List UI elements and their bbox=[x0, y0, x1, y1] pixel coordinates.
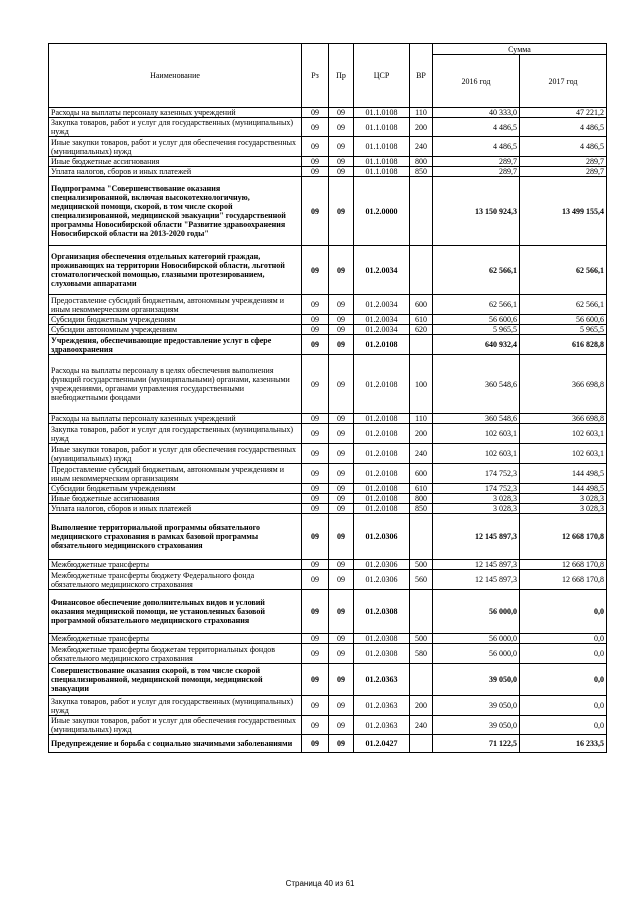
row-value-2017: 102 603,1 bbox=[520, 424, 607, 444]
row-name: Иные закупки товаров, работ и услуг для обеспечения государственных (муниципальных) нужд bbox=[49, 137, 302, 157]
row-rz: 09 bbox=[302, 355, 329, 414]
row-value-2017: 0,0 bbox=[520, 590, 607, 634]
table-row bbox=[49, 108, 607, 118]
row-rz: 09 bbox=[302, 325, 329, 335]
row-csr: 01.2.0108 bbox=[354, 504, 410, 514]
row-rz: 09 bbox=[302, 246, 329, 295]
row-rz: 09 bbox=[302, 108, 329, 118]
row-name: Совершенствование оказания скорой, в том числе скорой специализированной, медицинской помощи, медицинской эвакуации bbox=[49, 664, 302, 696]
row-value-2016: 360 548,6 bbox=[433, 414, 520, 424]
table-row bbox=[49, 494, 607, 504]
row-csr: 01.2.0034 bbox=[354, 315, 410, 325]
row-value-2016: 289,7 bbox=[433, 157, 520, 167]
row-rz: 09 bbox=[302, 157, 329, 167]
row-rz: 09 bbox=[302, 716, 329, 735]
row-value-2017: 144 498,5 bbox=[520, 464, 607, 484]
row-value-2017: 3 028,3 bbox=[520, 494, 607, 504]
row-pr: 09 bbox=[329, 494, 354, 504]
row-name: Закупка товаров, работ и услуг для государственных (муниципальных) нужд bbox=[49, 118, 302, 137]
table-row bbox=[49, 424, 607, 444]
row-rz: 09 bbox=[302, 118, 329, 137]
row-csr: 01.2.0108 bbox=[354, 444, 410, 464]
row-vr: 500 bbox=[410, 560, 433, 570]
row-value-2017: 62 566,1 bbox=[520, 295, 607, 315]
row-vr: 850 bbox=[410, 167, 433, 177]
row-rz: 09 bbox=[302, 514, 329, 560]
table-row bbox=[49, 484, 607, 494]
row-vr bbox=[410, 177, 433, 246]
row-pr: 09 bbox=[329, 424, 354, 444]
row-rz: 09 bbox=[302, 560, 329, 570]
row-pr: 09 bbox=[329, 325, 354, 335]
row-value-2017: 102 603,1 bbox=[520, 444, 607, 464]
row-value-2016: 39 050,0 bbox=[433, 716, 520, 735]
row-value-2017: 16 233,5 bbox=[520, 735, 607, 753]
row-pr: 09 bbox=[329, 295, 354, 315]
table-row bbox=[49, 664, 607, 696]
row-value-2017: 0,0 bbox=[520, 664, 607, 696]
row-name: Расходы на выплаты персоналу казенных учреждений bbox=[49, 414, 302, 424]
row-name: Субсидии бюджетным учреждениям bbox=[49, 315, 302, 325]
row-value-2016: 3 028,3 bbox=[433, 494, 520, 504]
row-pr: 09 bbox=[329, 514, 354, 560]
header-year-2016: 2016 год bbox=[433, 55, 520, 108]
row-value-2017: 616 828,8 bbox=[520, 335, 607, 355]
row-csr: 01.2.0306 bbox=[354, 514, 410, 560]
row-value-2016: 12 145 897,3 bbox=[433, 560, 520, 570]
row-value-2016: 102 603,1 bbox=[433, 444, 520, 464]
header-vr: ВР bbox=[410, 44, 433, 108]
table-row bbox=[49, 570, 607, 590]
row-vr: 850 bbox=[410, 504, 433, 514]
row-value-2017: 289,7 bbox=[520, 157, 607, 167]
table-header bbox=[49, 44, 607, 108]
row-value-2017: 56 600,6 bbox=[520, 315, 607, 325]
row-pr: 09 bbox=[329, 167, 354, 177]
header-sum: Сумма bbox=[433, 44, 607, 55]
row-value-2017: 0,0 bbox=[520, 644, 607, 664]
row-csr: 01.2.0034 bbox=[354, 325, 410, 335]
row-value-2017: 289,7 bbox=[520, 167, 607, 177]
row-value-2017: 4 486,5 bbox=[520, 137, 607, 157]
table-row bbox=[49, 504, 607, 514]
table-row bbox=[49, 444, 607, 464]
row-name: Организация обеспечения отдельных категорий граждан, проживающих на территории Новосибирской области, льготной стоматологической помощью, глазными протезированием, слуховыми аппаратами bbox=[49, 246, 302, 295]
row-vr: 580 bbox=[410, 644, 433, 664]
row-value-2017: 3 028,3 bbox=[520, 504, 607, 514]
row-name: Уплата налогов, сборов и иных платежей bbox=[49, 167, 302, 177]
row-vr: 200 bbox=[410, 424, 433, 444]
row-rz: 09 bbox=[302, 735, 329, 753]
row-vr: 100 bbox=[410, 355, 433, 414]
table-row bbox=[49, 590, 607, 634]
row-csr: 01.2.0000 bbox=[354, 177, 410, 246]
row-pr: 09 bbox=[329, 177, 354, 246]
row-rz: 09 bbox=[302, 444, 329, 464]
row-value-2016: 62 566,1 bbox=[433, 246, 520, 295]
row-csr: 01.2.0108 bbox=[354, 494, 410, 504]
row-csr: 01.1.0108 bbox=[354, 118, 410, 137]
row-value-2017: 366 698,8 bbox=[520, 414, 607, 424]
row-csr: 01.2.0308 bbox=[354, 590, 410, 634]
row-vr bbox=[410, 514, 433, 560]
row-name: Выполнение территориальной программы обязательного медицинского страхования в рамках базовой программы обязательного медицинского страхования bbox=[49, 514, 302, 560]
row-csr: 01.2.0108 bbox=[354, 414, 410, 424]
row-value-2016: 5 965,5 bbox=[433, 325, 520, 335]
table-row bbox=[49, 167, 607, 177]
row-csr: 01.2.0363 bbox=[354, 696, 410, 716]
table-row bbox=[49, 157, 607, 167]
table-row bbox=[49, 644, 607, 664]
row-value-2017: 13 499 155,4 bbox=[520, 177, 607, 246]
row-rz: 09 bbox=[302, 295, 329, 315]
row-vr bbox=[410, 664, 433, 696]
row-name: Финансовое обеспечение дополнительных видов и условий оказания медицинской помощи, не установленных базовой программой обязательного медицинского страхования bbox=[49, 590, 302, 634]
table-row bbox=[49, 464, 607, 484]
row-vr: 560 bbox=[410, 570, 433, 590]
row-pr: 09 bbox=[329, 355, 354, 414]
row-rz: 09 bbox=[302, 494, 329, 504]
row-name: Закупка товаров, работ и услуг для государственных (муниципальных) нужд bbox=[49, 696, 302, 716]
row-csr: 01.2.0308 bbox=[354, 644, 410, 664]
row-csr: 01.2.0108 bbox=[354, 484, 410, 494]
row-pr: 09 bbox=[329, 504, 354, 514]
row-name: Субсидии бюджетным учреждениям bbox=[49, 484, 302, 494]
row-csr: 01.1.0108 bbox=[354, 157, 410, 167]
row-name: Межбюджетные трансферты бюджету Федерального фонда обязательного медицинского страхования bbox=[49, 570, 302, 590]
row-rz: 09 bbox=[302, 696, 329, 716]
row-name: Подпрограмма "Совершенствование оказания специализированной, включая высокотехнологичную, медицинской помощи, скорой, в том числе скорой специализированной, медицинской эвакуации" государственной программы Новосибирской области "Развитие здравоохранения Новосибирской области на 2013-2020 годы" bbox=[49, 177, 302, 246]
row-csr: 01.2.0108 bbox=[354, 335, 410, 355]
table-row bbox=[49, 335, 607, 355]
row-rz: 09 bbox=[302, 137, 329, 157]
table-row bbox=[49, 137, 607, 157]
row-name: Межбюджетные трансферты bbox=[49, 634, 302, 644]
table-row bbox=[49, 118, 607, 137]
row-csr: 01.1.0108 bbox=[354, 137, 410, 157]
row-pr: 09 bbox=[329, 315, 354, 325]
row-csr: 01.2.0306 bbox=[354, 560, 410, 570]
table-row bbox=[49, 735, 607, 753]
row-csr: 01.2.0108 bbox=[354, 424, 410, 444]
row-csr: 01.2.0363 bbox=[354, 716, 410, 735]
row-pr: 09 bbox=[329, 444, 354, 464]
row-csr: 01.1.0108 bbox=[354, 108, 410, 118]
row-pr: 09 bbox=[329, 157, 354, 167]
row-vr bbox=[410, 246, 433, 295]
row-pr: 09 bbox=[329, 414, 354, 424]
row-name: Межбюджетные трансферты бюджетам территориальных фондов обязательного медицинского страхования bbox=[49, 644, 302, 664]
table-row bbox=[49, 634, 607, 644]
row-name: Иные бюджетные ассигнования bbox=[49, 157, 302, 167]
row-vr: 600 bbox=[410, 464, 433, 484]
row-value-2016: 3 028,3 bbox=[433, 504, 520, 514]
row-name: Иные закупки товаров, работ и услуг для обеспечения государственных (муниципальных) нужд bbox=[49, 444, 302, 464]
row-vr bbox=[410, 735, 433, 753]
row-value-2016: 56 000,0 bbox=[433, 634, 520, 644]
row-csr: 01.2.0308 bbox=[354, 634, 410, 644]
row-value-2016: 13 150 924,3 bbox=[433, 177, 520, 246]
row-rz: 09 bbox=[302, 167, 329, 177]
row-pr: 09 bbox=[329, 335, 354, 355]
table-row bbox=[49, 355, 607, 414]
row-rz: 09 bbox=[302, 634, 329, 644]
row-rz: 09 bbox=[302, 570, 329, 590]
row-rz: 09 bbox=[302, 315, 329, 325]
table-row bbox=[49, 325, 607, 335]
row-value-2017: 5 965,5 bbox=[520, 325, 607, 335]
row-pr: 09 bbox=[329, 590, 354, 634]
row-rz: 09 bbox=[302, 335, 329, 355]
row-value-2017: 0,0 bbox=[520, 716, 607, 735]
row-value-2017: 12 668 170,8 bbox=[520, 560, 607, 570]
row-value-2017: 12 668 170,8 bbox=[520, 514, 607, 560]
row-value-2016: 174 752,3 bbox=[433, 464, 520, 484]
row-pr: 09 bbox=[329, 696, 354, 716]
row-vr: 240 bbox=[410, 137, 433, 157]
row-rz: 09 bbox=[302, 664, 329, 696]
row-value-2016: 640 932,4 bbox=[433, 335, 520, 355]
row-vr: 110 bbox=[410, 108, 433, 118]
row-csr: 01.2.0108 bbox=[354, 355, 410, 414]
row-value-2017: 0,0 bbox=[520, 696, 607, 716]
table-row bbox=[49, 414, 607, 424]
row-pr: 09 bbox=[329, 464, 354, 484]
row-vr: 610 bbox=[410, 484, 433, 494]
row-csr: 01.2.0034 bbox=[354, 246, 410, 295]
row-value-2016: 62 566,1 bbox=[433, 295, 520, 315]
row-vr: 620 bbox=[410, 325, 433, 335]
row-name: Межбюджетные трансферты bbox=[49, 560, 302, 570]
row-value-2017: 47 221,2 bbox=[520, 108, 607, 118]
row-value-2016: 289,7 bbox=[433, 167, 520, 177]
header-year-2017: 2017 год bbox=[520, 55, 607, 108]
row-name: Субсидии автономным учреждениям bbox=[49, 325, 302, 335]
table-row bbox=[49, 315, 607, 325]
row-pr: 09 bbox=[329, 716, 354, 735]
row-rz: 09 bbox=[302, 590, 329, 634]
row-name: Предоставление субсидий бюджетным, автономным учреждениям и иным некоммерческим организациям bbox=[49, 464, 302, 484]
row-pr: 09 bbox=[329, 118, 354, 137]
row-csr: 01.2.0306 bbox=[354, 570, 410, 590]
row-vr bbox=[410, 590, 433, 634]
row-vr: 110 bbox=[410, 414, 433, 424]
row-rz: 09 bbox=[302, 177, 329, 246]
table-body bbox=[49, 108, 607, 753]
row-vr: 500 bbox=[410, 634, 433, 644]
row-value-2016: 56 000,0 bbox=[433, 644, 520, 664]
row-name: Расходы на выплаты персоналу в целях обеспечения выполнения функций государственными (муниципальными) органами, казенными учреждениями, органами управления государственными внебюджетными фондами bbox=[49, 355, 302, 414]
row-vr: 200 bbox=[410, 118, 433, 137]
row-vr: 600 bbox=[410, 295, 433, 315]
table-row bbox=[49, 716, 607, 735]
row-value-2017: 366 698,8 bbox=[520, 355, 607, 414]
row-value-2017: 12 668 170,8 bbox=[520, 570, 607, 590]
row-rz: 09 bbox=[302, 424, 329, 444]
row-csr: 01.1.0108 bbox=[354, 167, 410, 177]
row-rz: 09 bbox=[302, 484, 329, 494]
row-value-2016: 174 752,3 bbox=[433, 484, 520, 494]
row-value-2016: 39 050,0 bbox=[433, 664, 520, 696]
row-name: Расходы на выплаты персоналу казенных учреждений bbox=[49, 108, 302, 118]
row-pr: 09 bbox=[329, 570, 354, 590]
row-vr: 800 bbox=[410, 157, 433, 167]
row-pr: 09 bbox=[329, 735, 354, 753]
row-value-2017: 144 498,5 bbox=[520, 484, 607, 494]
row-value-2017: 0,0 bbox=[520, 634, 607, 644]
row-pr: 09 bbox=[329, 484, 354, 494]
row-name: Учреждения, обеспечивающие предоставление услуг в сфере здравоохранения bbox=[49, 335, 302, 355]
row-value-2016: 56 000,0 bbox=[433, 590, 520, 634]
row-value-2016: 360 548,6 bbox=[433, 355, 520, 414]
row-value-2016: 12 145 897,3 bbox=[433, 570, 520, 590]
header-rz: Рз bbox=[302, 44, 329, 108]
row-pr: 09 bbox=[329, 664, 354, 696]
row-value-2017: 62 566,1 bbox=[520, 246, 607, 295]
row-rz: 09 bbox=[302, 504, 329, 514]
row-pr: 09 bbox=[329, 137, 354, 157]
row-value-2016: 56 600,6 bbox=[433, 315, 520, 325]
row-pr: 09 bbox=[329, 560, 354, 570]
row-csr: 01.2.0427 bbox=[354, 735, 410, 753]
row-value-2016: 4 486,5 bbox=[433, 118, 520, 137]
row-name: Иные бюджетные ассигнования bbox=[49, 494, 302, 504]
row-name: Иные закупки товаров, работ и услуг для обеспечения государственных (муниципальных) нужд bbox=[49, 716, 302, 735]
header-csr: ЦСР bbox=[354, 44, 410, 108]
row-rz: 09 bbox=[302, 464, 329, 484]
row-value-2016: 102 603,1 bbox=[433, 424, 520, 444]
row-vr: 240 bbox=[410, 444, 433, 464]
row-name: Уплата налогов, сборов и иных платежей bbox=[49, 504, 302, 514]
row-csr: 01.2.0363 bbox=[354, 664, 410, 696]
row-vr: 240 bbox=[410, 716, 433, 735]
row-value-2016: 12 145 897,3 bbox=[433, 514, 520, 560]
table-row bbox=[49, 560, 607, 570]
row-pr: 09 bbox=[329, 246, 354, 295]
row-pr: 09 bbox=[329, 644, 354, 664]
table-row bbox=[49, 696, 607, 716]
row-vr: 610 bbox=[410, 315, 433, 325]
row-vr: 200 bbox=[410, 696, 433, 716]
row-value-2016: 39 050,0 bbox=[433, 696, 520, 716]
row-vr: 800 bbox=[410, 494, 433, 504]
row-value-2017: 4 486,5 bbox=[520, 118, 607, 137]
row-rz: 09 bbox=[302, 414, 329, 424]
row-value-2016: 4 486,5 bbox=[433, 137, 520, 157]
page-number: Страница 40 из 61 bbox=[285, 879, 355, 888]
budget-table bbox=[48, 43, 607, 753]
row-name: Закупка товаров, работ и услуг для государственных (муниципальных) нужд bbox=[49, 424, 302, 444]
row-value-2016: 71 122,5 bbox=[433, 735, 520, 753]
table-row bbox=[49, 514, 607, 560]
row-vr bbox=[410, 335, 433, 355]
row-csr: 01.2.0034 bbox=[354, 295, 410, 315]
row-name: Предупреждение и борьба с социально значимыми заболеваниями bbox=[49, 735, 302, 753]
table-row bbox=[49, 295, 607, 315]
row-pr: 09 bbox=[329, 634, 354, 644]
table-row bbox=[49, 246, 607, 295]
row-name: Предоставление субсидий бюджетным, автономным учреждениям и иным некоммерческим организациям bbox=[49, 295, 302, 315]
table-row bbox=[49, 177, 607, 246]
row-rz: 09 bbox=[302, 644, 329, 664]
row-pr: 09 bbox=[329, 108, 354, 118]
header-name: Наименование bbox=[49, 44, 302, 108]
header-pr: Пр bbox=[329, 44, 354, 108]
row-csr: 01.2.0108 bbox=[354, 464, 410, 484]
row-value-2016: 40 333,0 bbox=[433, 108, 520, 118]
